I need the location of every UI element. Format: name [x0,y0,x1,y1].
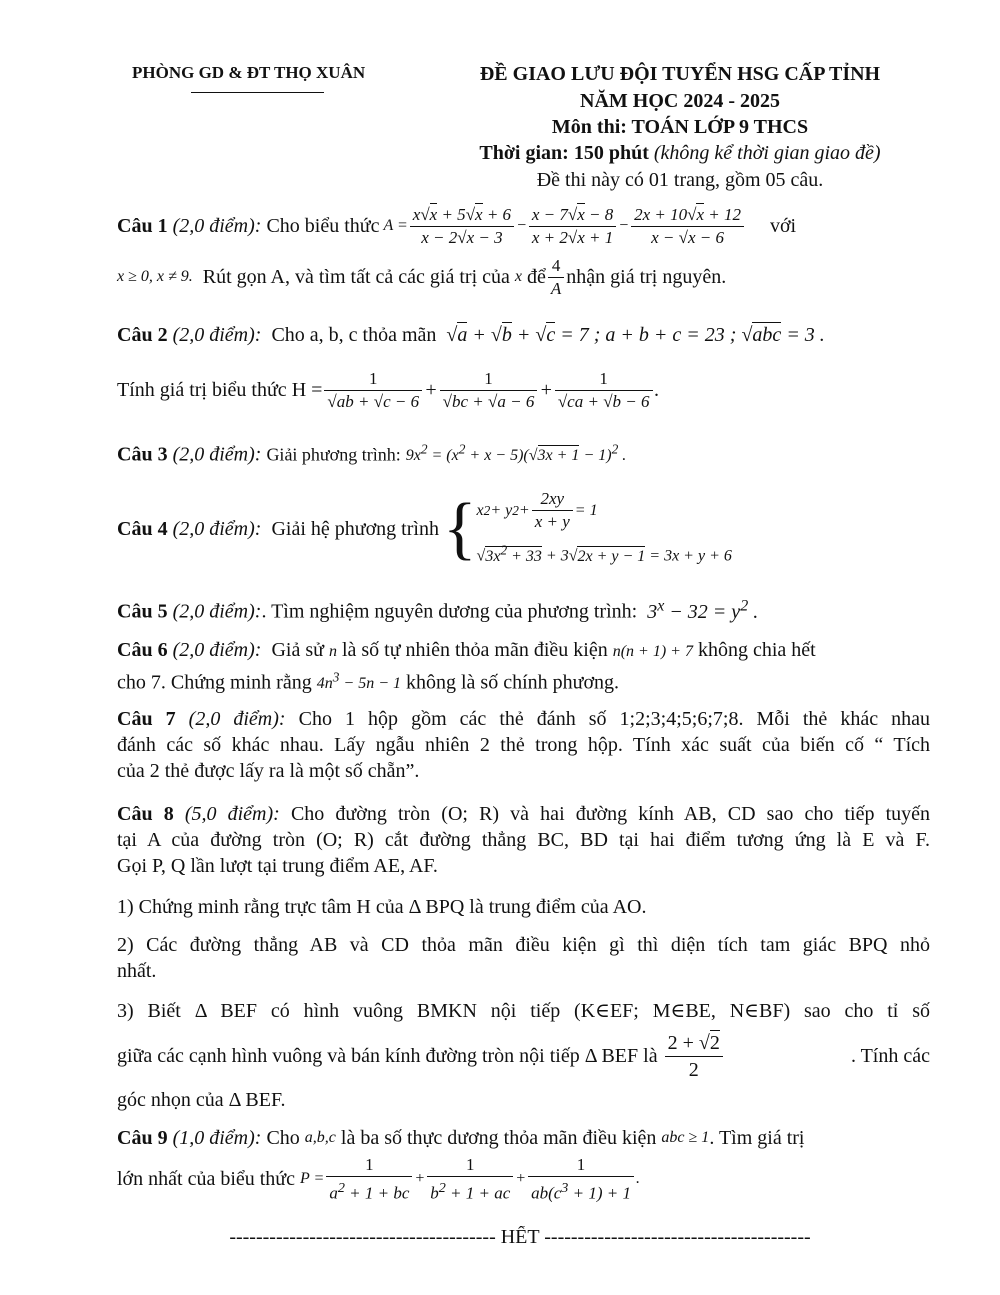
q7-line2: đánh các số khác nhau. Lấy ngẫu nhiên 2 thẻ trong hộp. Tính xác suất của biến cố “ Tích [117,734,930,756]
q2-text2: Tính giá trị biểu thức H = [117,379,323,401]
q1-ratio: $\frac{4}{A}$ [548,255,564,300]
q9-t4: lớn nhất của biểu thức [117,1168,296,1190]
school-year: NĂM HỌC 2024 - 2025 [580,90,780,112]
q8-part3d: góc nhọn của Δ BEF. [117,1089,286,1111]
q6-t3: không chia hết [697,639,816,661]
q4-brace: { [442,490,477,567]
q2-points: (2,0 điểm): [172,324,262,346]
q1-var: x [514,268,522,285]
q7-line3: của 2 thẻ được lấy ra là một số chẵn”. [117,760,420,782]
q8-ratio: $\frac{2 + √2}{2}$ [665,1030,723,1083]
q3-points: (2,0 điểm): [172,443,262,466]
q2-conditions: √a + √b + √c = 7 ; a + b + c = 23 ; √abc = 3 . [446,324,825,346]
q6-line1: Câu 6 (2,0 điểm): Giả sử n là số tự nhiên thỏa mãn điều kiện n(n + 1) + 7 không chia hết [117,639,816,661]
q9-cond: abc ≥ 1 [661,1129,710,1146]
q1-points: (2,0 điểm): [172,215,262,237]
q4-points: (2,0 điểm): [172,518,262,540]
q3-label: Câu 3 [117,443,168,466]
q8-line1 [117,801,930,827]
q8-part3b: giữa các cạnh hình vuông và bán kính đường tròn nội tiếp Δ BEF là [117,1045,658,1067]
subject: Môn thi: TOÁN LỚP 9 THCS [551,116,809,138]
q6-label: Câu 6 [117,639,168,661]
q6-expr: $4n^3 - 5n - 1$ [316,670,401,693]
q7-points: (2,0 điểm): [188,708,286,730]
org-underline [191,92,324,93]
q2-formula: $\frac{1}{√ab + √c - 6}$ + $\frac{1}{√bc + √a - 6}$ + $\frac{1}{√ca + √b - 6}$ . [322,368,659,413]
q1-line2 [117,254,930,300]
q2-line1 [117,322,930,348]
q8-points: (5,0 điểm): [184,803,280,825]
q2-line2 [117,362,930,418]
q6-t5: không là số chính phương. [405,671,620,694]
q9-points: (1,0 điểm): [172,1127,262,1149]
exam-info: Đề thi này có 01 trang, gồm 05 câu. [536,169,824,191]
q8-label: Câu 8 [117,803,174,825]
q4-system: x 2 + y 2 + $\frac{2xy}{x + y}$ = 1 $√3x^2 + 33 + 3√2x + y - 1 = 3x + y + 6$ [476,489,732,565]
q9-line1: Câu 9 (1,0 điểm): Cho a,b,c là ba số thực dương thỏa mãn điều kiện abc ≥ 1 . Tìm giá trị [117,1127,805,1149]
q4-line [117,483,930,575]
q8-part3c: . Tính các [850,1045,930,1067]
q2-label: Câu 2 [117,324,168,346]
time-label: Thời gian: 150 phút [479,142,649,164]
q8-part2b: nhất. [117,960,157,982]
q6-t2: là số tự nhiên thỏa mãn điều kiện [341,639,608,661]
q6-t4: cho 7. Chứng minh rằng [117,671,312,694]
q6-cond: n(n + 1) + 7 [612,643,693,660]
time-note: (không kể thời gian giao đề) [653,142,881,164]
q4-lead: Giải hệ phương trình [271,518,439,540]
q8-part3b-line [117,1028,930,1084]
q8-part2a: 2) Các đường thẳng AB và CD thỏa mãn điều kiện gì thì diện tích tam giác BPQ nhỏ [117,934,930,956]
q1-after: với [769,215,797,237]
q5-line [117,593,930,625]
q7-label: Câu 7 [117,708,176,730]
q1-formula: A = $\frac{x√x + 5√x + 6}{x - 2√x - 3}$ − $\frac{x - 7√x - 8}{x + 2√x + 1}$ − $\frac{2x + 10√x + 12}{x - √x - 6}$ [383,204,745,249]
q5-lead: . Tìm nghiệm nguyên dương của phương trình: [261,600,638,623]
q8-l1: Cho đường tròn (O; R) và hai đường kính AB, CD sao cho tiếp tuyến [290,803,931,825]
q3-line [117,437,930,469]
q9-t2: là ba số thực dương thỏa mãn điều kiện [340,1127,657,1149]
q6-points: (2,0 điểm): [172,639,262,661]
q7-l1: Cho 1 hộp gồm các thẻ đánh số 1;2;3;4;5;6;7;8. Mỗi thẻ khác nhau [298,708,931,730]
q8-line2: tại A của đường tròn (O; R) cắt đường thẳng BC, BD tại hai điểm tương ứng là E và F. [117,829,930,851]
q9-line2 [117,1152,930,1206]
org-name: PHÒNG GD & ĐT THỌ XUÂN [132,63,366,82]
q1-text3: nhận giá trị nguyên. [566,266,727,288]
q1-label: Câu 1 [117,215,168,237]
q4-label: Câu 4 [117,518,168,540]
q1-line1 [117,199,930,253]
q1-text2: Rút gọn A, và tìm tất cả các giá trị của [202,266,510,288]
q5-points: (2,0 điểm): [172,600,262,623]
q6-line2 [117,665,930,697]
q7-line1 [117,706,930,732]
exam-title: ĐỀ GIAO LƯU ĐỘI TUYỂN HSG CẤP TỈNH [479,63,881,85]
q8-part3a: 3) Biết Δ BEF có hình vuông BMKN nội tiếp (K∈EF; M∈BE, N∈BF) sao cho tỉ số [117,1000,930,1022]
q9-formula: P = $\frac{1}{a^2 + 1 + bc}$ + $\frac{1}{b^2 + 1 + ac}$ + $\frac{1}{ab(c^3 + 1) + 1}$ . [300,1154,640,1203]
q3-lead: Giải phương trình: [266,444,401,465]
time-line [410,142,950,165]
q8-line3: Gọi P, Q lần lượt tại trung điểm AE, AF. [117,855,438,877]
q9-label: Câu 9 [117,1127,168,1149]
q6-t1: Giả sử [271,639,324,661]
q1-de: để [527,266,546,288]
q5-equation: $3^x - 32 = y^2$ . [647,597,759,623]
q9-t3: . Tìm giá trị [709,1127,805,1149]
end-marker: ---------------------------------------- HẾT ---------------------------------------- [229,1226,811,1248]
q5-label: Câu 5 [117,600,168,623]
q2-lead: Cho a, b, c thỏa mãn [271,324,437,346]
q1-lead: Cho biểu thức [266,215,380,237]
q3-equation: $9x^2 = (x^2 + x - 5)(√3x + 1 - 1)^2$ . [405,442,627,465]
q8-part1: 1) Chứng minh rằng trực tâm H của Δ BPQ là trung điểm của AO. [117,896,647,918]
q1-condition: x ≥ 0, x ≠ 9. [117,268,193,285]
q9-t1: Cho [266,1127,300,1149]
